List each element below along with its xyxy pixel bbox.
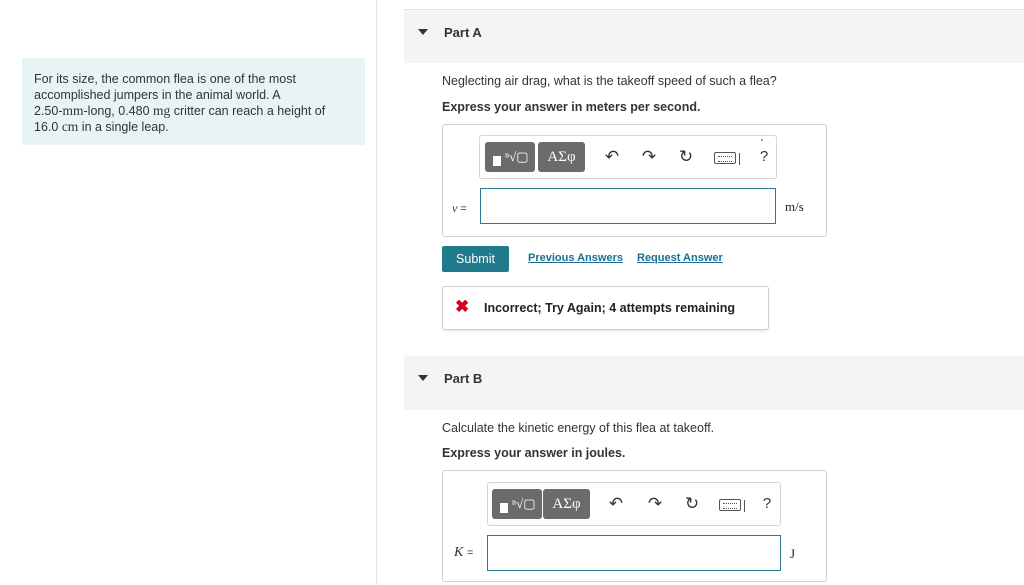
templates-box-icon bbox=[500, 503, 508, 513]
part-b-header[interactable] bbox=[404, 356, 1024, 410]
problem-column bbox=[0, 0, 377, 585]
answer-variable-label bbox=[452, 201, 467, 216]
templates-radical-icon: ⁿ√▢ bbox=[512, 496, 536, 511]
problem-line-4-end: in a single leap. bbox=[78, 120, 169, 134]
symbols-button[interactable]: ΑΣφ bbox=[538, 142, 585, 172]
height-unit: cm bbox=[61, 119, 79, 134]
keyboard-icon[interactable] bbox=[719, 499, 741, 511]
help-icon[interactable]: ? bbox=[759, 148, 769, 165]
templates-button[interactable] bbox=[485, 142, 535, 172]
answer-variable-label bbox=[454, 545, 473, 561]
length-unit: mm bbox=[62, 103, 84, 118]
feedback-box bbox=[442, 286, 769, 330]
variable-symbol: v bbox=[452, 201, 458, 215]
part-a-instruction: Express your answer in meters per second. bbox=[442, 100, 701, 114]
undo-icon[interactable]: ↶ bbox=[604, 147, 620, 166]
mass-value: -long, 0.480 bbox=[83, 104, 154, 118]
incorrect-icon: ✖ bbox=[455, 297, 470, 316]
templates-button[interactable] bbox=[492, 489, 542, 519]
templates-radical-icon: ⁿ√▢ bbox=[505, 149, 529, 164]
length-value: 2.50- bbox=[34, 104, 63, 118]
undo-icon[interactable]: ↶ bbox=[608, 494, 624, 513]
keyboard-cursor-icon bbox=[739, 153, 740, 165]
problem-line-1: For its size, the common flea is one of the most bbox=[34, 72, 296, 86]
part-a-question: Neglecting air drag, what is the takeoff speed of such a flea? bbox=[442, 74, 777, 88]
height-value: 16.0 bbox=[34, 120, 62, 134]
keyboard-cursor-icon bbox=[744, 500, 745, 512]
collapse-caret-icon[interactable] bbox=[418, 29, 428, 35]
request-answer-link[interactable]: Request Answer bbox=[637, 252, 723, 264]
submit-button[interactable]: Submit bbox=[442, 246, 509, 272]
mass-unit: mg bbox=[153, 103, 171, 118]
part-b-instruction: Express your answer in joules. bbox=[442, 446, 626, 460]
previous-answers-link[interactable]: Previous Answers bbox=[528, 252, 623, 264]
unit-label: m/s bbox=[785, 199, 804, 214]
speed-answer-input[interactable] bbox=[480, 188, 776, 224]
equals-sign: = bbox=[466, 547, 474, 559]
redo-icon[interactable]: ↷ bbox=[641, 147, 657, 166]
feedback-text: Incorrect; Try Again; 4 attempts remaining bbox=[484, 301, 735, 315]
help-icon[interactable]: ? bbox=[762, 495, 772, 512]
collapse-caret-icon[interactable] bbox=[418, 375, 428, 381]
redo-icon[interactable]: ↷ bbox=[647, 494, 663, 513]
reset-icon[interactable]: ↻ bbox=[678, 147, 694, 166]
part-a-answer-panel bbox=[442, 124, 827, 237]
problem-line-3-end: critter can reach a height of bbox=[170, 104, 326, 118]
templates-icon bbox=[493, 149, 527, 166]
problem-line-4 bbox=[34, 119, 353, 135]
templates-box-icon bbox=[493, 156, 501, 166]
toolbar-dot bbox=[761, 139, 763, 141]
energy-answer-input[interactable] bbox=[487, 535, 781, 571]
math-toolbar bbox=[487, 482, 781, 526]
part-b-question: Calculate the kinetic energy of this flea at takeoff. bbox=[442, 421, 715, 435]
variable-symbol: K bbox=[454, 545, 464, 560]
templates-icon bbox=[500, 496, 534, 513]
problem-line-2: accomplished jumpers in the animal world. A bbox=[34, 88, 281, 102]
symbols-button[interactable]: ΑΣφ bbox=[543, 489, 590, 519]
math-toolbar bbox=[479, 135, 777, 179]
part-b-title: Part B bbox=[444, 371, 483, 386]
equals-sign: = bbox=[460, 203, 467, 215]
part-a-title: Part A bbox=[444, 25, 482, 40]
problem-line-3 bbox=[34, 103, 353, 119]
part-b-answer-panel bbox=[442, 470, 827, 582]
unit-label: J bbox=[790, 546, 796, 561]
keyboard-icon[interactable] bbox=[714, 152, 736, 164]
problem-statement bbox=[22, 58, 365, 145]
reset-icon[interactable]: ↻ bbox=[684, 494, 700, 513]
part-a-header[interactable] bbox=[404, 9, 1024, 63]
